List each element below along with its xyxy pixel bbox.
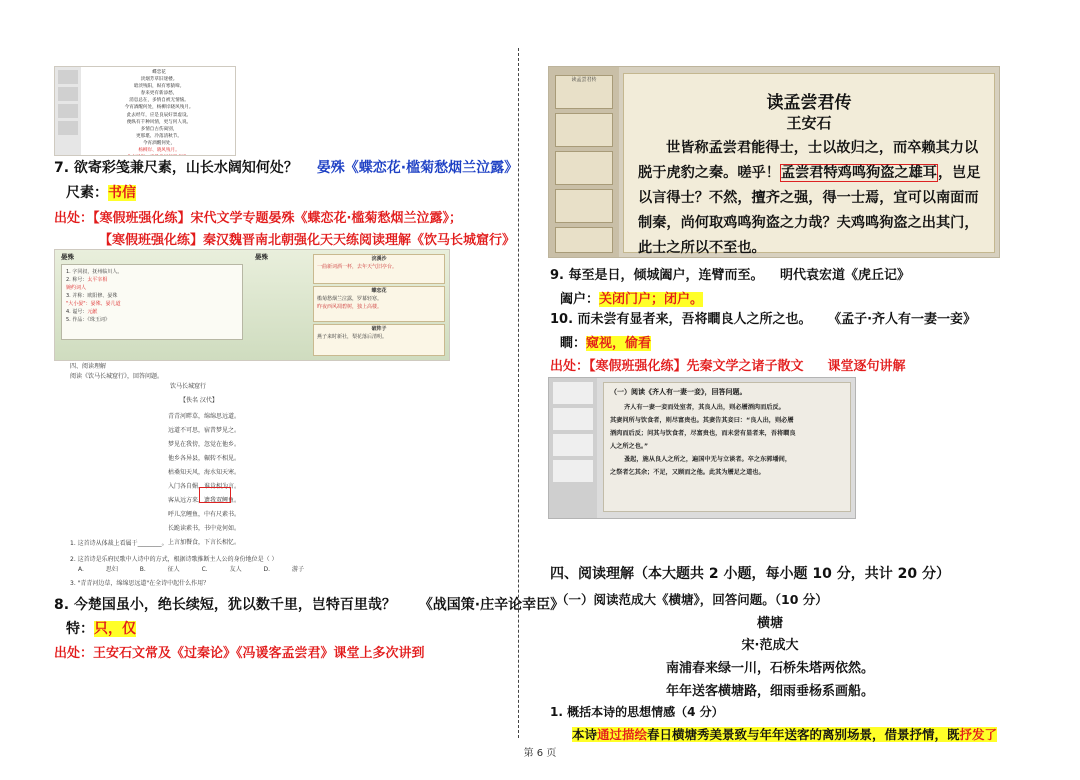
slide-poem-text — [89, 69, 229, 156]
answer-7-label: 尺素： — [66, 185, 108, 201]
question-9-text: 9. 每至是日，倾城阖户，连臂而至。 — [550, 268, 764, 283]
slide-poem-line: 春来更有新添愁， — [140, 91, 178, 97]
slide-poem-line: 暗淡残阳，纵有寒猿啼。 — [133, 84, 185, 90]
highlight-box-chisu — [199, 487, 231, 503]
section-4-heading: 四、阅读理解（本大题共 2 小题，每小题 10 分，共计 20 分） — [550, 566, 950, 582]
question-8-source: 《战国策·庄辛论幸臣》 — [418, 597, 565, 613]
slide-poem-line: 淡烟芳草旧迷楼。 — [140, 77, 178, 83]
question-7-source: 晏殊《蝶恋花·槛菊愁烟兰泣露》 — [316, 160, 519, 176]
slide3-highlight-box: 孟尝君特鸡鸣狗盗之雄耳 — [780, 165, 937, 181]
exercise-q2: 2. 这首诗是乐府民歌中人诗中的方式，根据诗歌推断主人公的身份地位是（ ） — [70, 556, 278, 563]
question-7-text: 7. 欲寄彩笺兼尺素，山长水阔知何处？ — [54, 160, 298, 176]
question-7 — [54, 157, 518, 177]
slide2-title-right: 晏殊 — [255, 253, 268, 261]
slide2-info-box: 1. 字同叔，抚州临川人。 2. 称号：太平宰相 婉约词人 3. 并称：欧阳修、晏殊 "大小晏"：晏殊、晏几道 4. 谥号：元献 5. 作品：《珠玉词》 — [61, 264, 243, 340]
answer-9-value: 关闭门户；闭户。 — [599, 292, 704, 307]
question-9-source: 明代袁宏道《虎丘记》 — [780, 268, 911, 283]
answer-9: 阖户：关闭门户；闭户。 — [560, 292, 704, 307]
section-4-answer: 本诗通过描绘春日横塘秀美景致与年年送客的离别场景，借景抒情，既抒发了 — [572, 727, 998, 742]
slide2-card-1: 浣溪沙 一曲新词酒一杯，去年天气旧亭台。 — [313, 254, 445, 284]
slide-sidebar — [55, 67, 81, 155]
slide-poem-line: 今宵酒醒何处， — [142, 140, 176, 146]
slide-thumbnail-mengchangjun — [548, 66, 1000, 258]
slide3-title: 读孟尝君传 — [766, 93, 852, 113]
slide3-author: 王安石 — [786, 114, 832, 132]
poem-line-1: 南浦春来绿一川，石桥朱塔两依然。 — [665, 661, 874, 676]
slide4-sidebar — [549, 378, 597, 518]
slide2-card-3: 破阵子 燕子来时新社，梨花落后清明。 — [313, 324, 445, 356]
exercise-poem-lines: 青青河畔草，绵绵思远道。 远道不可思，宿昔梦见之。 梦见在我傍，忽觉在他乡。 他乡各异县，辗转不相见。 枯桑知天风，海水知天寒。 入门各自媚，谁肯相为言。 客从远方来，遗我双鲤鱼。 呼儿烹鲤鱼，中有尺素书。 长跪读素书，书中竟何如。 上言加餐食，下言长相忆。 — [168, 413, 241, 546]
section-4-subheading: （一）阅读范成大《横塘》，回答问题。（10 分） — [556, 592, 828, 607]
slide3-main — [623, 73, 995, 256]
exercise-poem-title: 饮马长城窟行 — [170, 383, 207, 390]
exercise-q3: 3. "青青河边草，绵绵思远道"在全诗中起什么作用？ — [70, 580, 210, 587]
poem-author: 宋·范成大 — [741, 638, 799, 653]
question-10 — [550, 308, 976, 327]
slide-poem-line: 便纵有千种风情，更与何人说。 — [126, 119, 192, 125]
slide-poem-line — [89, 154, 229, 156]
answer-7-value: 书信 — [108, 185, 136, 201]
poem-line-2: 年年送客横塘路，细雨垂杨系画船。 — [665, 684, 874, 699]
question-10-text: 10. 而未尝有显者来，吾将瞷良人之所之也。 — [550, 312, 812, 327]
page-number: 第 6 页 — [523, 748, 557, 759]
slide3-sidebar: 读孟尝君传 — [549, 67, 619, 257]
slide-poem-line: 杨柳岸、晓风残月。 — [138, 148, 180, 154]
answer-10: 瞷：窥视，偷看 — [560, 336, 652, 351]
section-4-q1: 1. 概括本诗的思想情感（4 分） — [550, 705, 724, 719]
answer-8: 特：只，仅 — [66, 621, 136, 637]
exercise-poem-author: 【佚名 汉代】 — [180, 397, 218, 404]
slide-thumbnail-qiren — [548, 377, 856, 519]
answer-7 — [66, 182, 136, 202]
slide-poem-line: 蝶恋花 — [152, 70, 166, 75]
slide3-body: 世皆称孟尝君能得士，士以故归之，而卒赖其力以 脱于虎豹之秦。嗟乎！孟尝君特鸡鸣狗盗之雄耳，岂足 以言得士？不然，擅齐之强，得一士焉，宜可以南面而 制秦，尚何取鸡鸣狗盗之力哉？夫鸡鸣狗盗之出其门， 此士之所以不至也。 — [638, 140, 981, 256]
source-10: 出处：【寒假班强化练】先秦文学之诸子散文 课堂逐句讲解 — [550, 359, 906, 374]
slide-thumbnail-poem — [54, 66, 236, 156]
answer-8-value: 只，仅 — [94, 621, 136, 637]
slide-poem-line: 消息总在，多情自被无情恼。 — [129, 98, 189, 104]
slide2-title-left: 晏殊 — [61, 253, 74, 261]
source-7-line2: 【寒假班强化练】秦汉魏晋南北朝强化天天练阅读理解《饮马长城窟行》 — [99, 233, 516, 248]
column-divider — [518, 48, 519, 738]
slide-poem-line: 此去经年，应是良辰好景虚设。 — [126, 112, 192, 118]
poem-title: 横塘 — [756, 616, 783, 631]
question-9 — [550, 264, 910, 283]
slide-poem-line: 多情自古伤离别， — [140, 126, 178, 132]
question-8-text: 8. 今楚国虽小，绝长续短，犹以数千里，岂特百里哉？ — [54, 597, 396, 613]
question-8 — [54, 594, 564, 614]
source-8: 出处：王安石文常及《过秦论》《冯谖客孟尝君》课堂上多次讲到 — [54, 646, 425, 661]
slide4-main: （一）阅读《齐人有一妻一妾》，回答问题。 齐人有一妻一妾而处室者，其良人出，则必餍酒肉而后反。 其妻问所与饮食者，则尽富贵也。其妻告其妾曰：“良人出，则必餍 酒肉而后反；问其与饮食者，尽富贵也，而未尝有显者来，吾将瞷良 人之所之也。” 蚤起，施从良人之所之，遍国中无与立谈者。卒之东郭墦间， 之祭者乞其余；不足，又顾而之他。此其为餍足之道也。 — [603, 382, 851, 512]
exercise-intro: 阅读《饮马长城窟行》，回答问题。 — [70, 373, 164, 380]
exercise-q2-options: A. 思妇 B. 征人 C. 友人 D. 游子 — [78, 566, 304, 573]
slide-poem-line: 更那堪、冷落清秋节。 — [136, 133, 182, 139]
slide-poem-line: 今宵酒醒何处，杨柳岸晓风残月。 — [124, 105, 194, 111]
slide2-card-2: 蝶恋花 槛菊愁烟兰泣露，罗幕轻寒。 昨夜西风凋碧树，独上高楼。 — [313, 286, 445, 322]
answer-10-value: 窥视，偷看 — [586, 336, 652, 351]
question-10-source: 《孟子·齐人有一妻一妾》 — [828, 312, 977, 327]
slide-thumbnail-yanshu — [54, 249, 450, 361]
source-7-line1: 出处：【寒假班强化练】宋代文学专题晏殊《蝶恋花·槛菊愁烟兰泣露》； — [54, 211, 462, 226]
exercise-q1: 1. 这首诗从体裁上看属于________。 — [70, 540, 168, 547]
exercise-section: 四、阅读理解 — [70, 363, 107, 370]
